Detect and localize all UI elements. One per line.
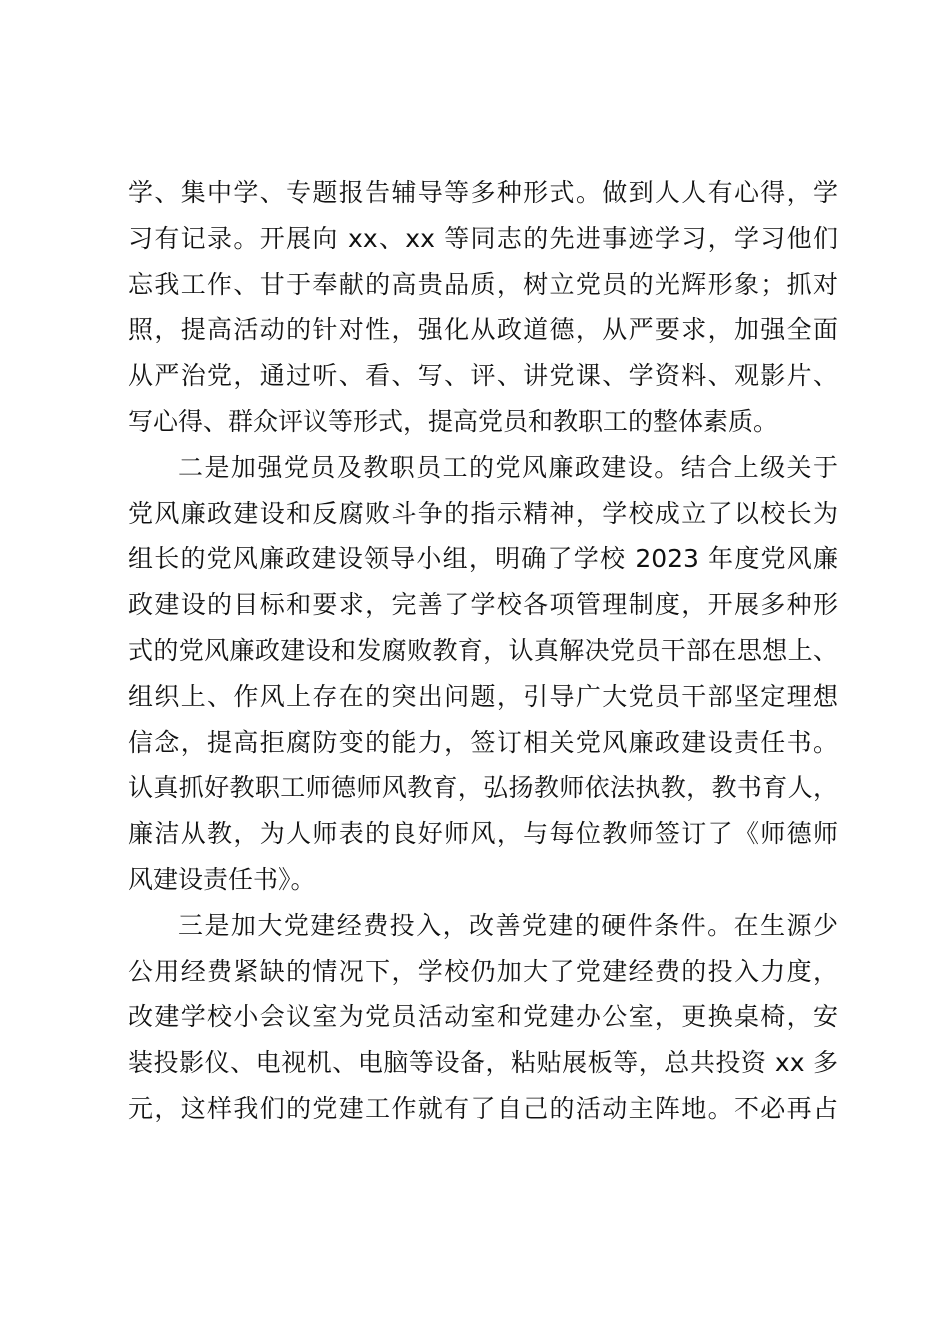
- text-line: 忘我工作、甘于奉献的高贵品质，树立党员的光辉形象；抓对: [128, 269, 838, 299]
- text-line: 装投影仪、电视机、电脑等设备，粘贴展板等，总共投资 xx 多: [128, 1048, 838, 1078]
- text-line: 照，提高活动的针对性，强化从政道德，从严要求，加强全面: [128, 315, 838, 345]
- document-body: [128, 170, 838, 1132]
- paragraph-continuation: [128, 170, 838, 445]
- text-line: 改建学校小会议室为党员活动室和党建办公室，更换桌椅，安: [128, 1002, 838, 1032]
- text-line: 组织上、作风上存在的突出问题，引导广大党员干部坚定理想: [128, 681, 838, 711]
- text-line: 风建设责任书》。: [128, 864, 316, 894]
- text-line: 政建设的目标和要求，完善了学校各项管理制度，开展多种形: [128, 590, 838, 620]
- text-line: 认真抓好教职工师德师风教育，弘扬教师依法执教，教书育人，: [128, 773, 838, 803]
- text-line: 信念，提高拒腐防变的能力，签订相关党风廉政建设责任书。: [128, 727, 838, 757]
- paragraph-point-two: [128, 445, 838, 903]
- text-line: 公用经费紧缺的情况下，学校仍加大了党建经费的投入力度，: [128, 956, 838, 986]
- text-line: 二是加强党员及教职员工的党风廉政建设。结合上级关于: [178, 452, 838, 482]
- text-line: 写心得、群众评议等形式，提高党员和教职工的整体素质。: [128, 406, 779, 436]
- text-line: 组长的党风廉政建设领导小组，明确了学校 2023 年度党风廉: [128, 544, 838, 574]
- text-line: 三是加大党建经费投入，改善党建的硬件条件。在生源少: [178, 910, 838, 940]
- text-line: 式的党风廉政建设和发腐败教育，认真解决党员干部在思想上、: [128, 635, 838, 665]
- text-line: 廉洁从教，为人师表的良好师风，与每位教师签订了《师德师: [128, 819, 838, 849]
- text-line: 学、集中学、专题报告辅导等多种形式。做到人人有心得，学: [128, 178, 838, 207]
- text-line: 从严治党，通过听、看、写、评、讲党课、学资料、观影片、: [128, 361, 838, 391]
- text-line: 习有记录。开展向 xx、xx 等同志的先进事迹学习，学习他们: [128, 223, 838, 253]
- paragraph-point-three: [128, 903, 838, 1132]
- text-line: 元，这样我们的党建工作就有了自己的活动主阵地。不必再占: [128, 1093, 838, 1123]
- text-line: 党风廉政建设和反腐败斗争的指示精神，学校成立了以校长为: [128, 498, 838, 528]
